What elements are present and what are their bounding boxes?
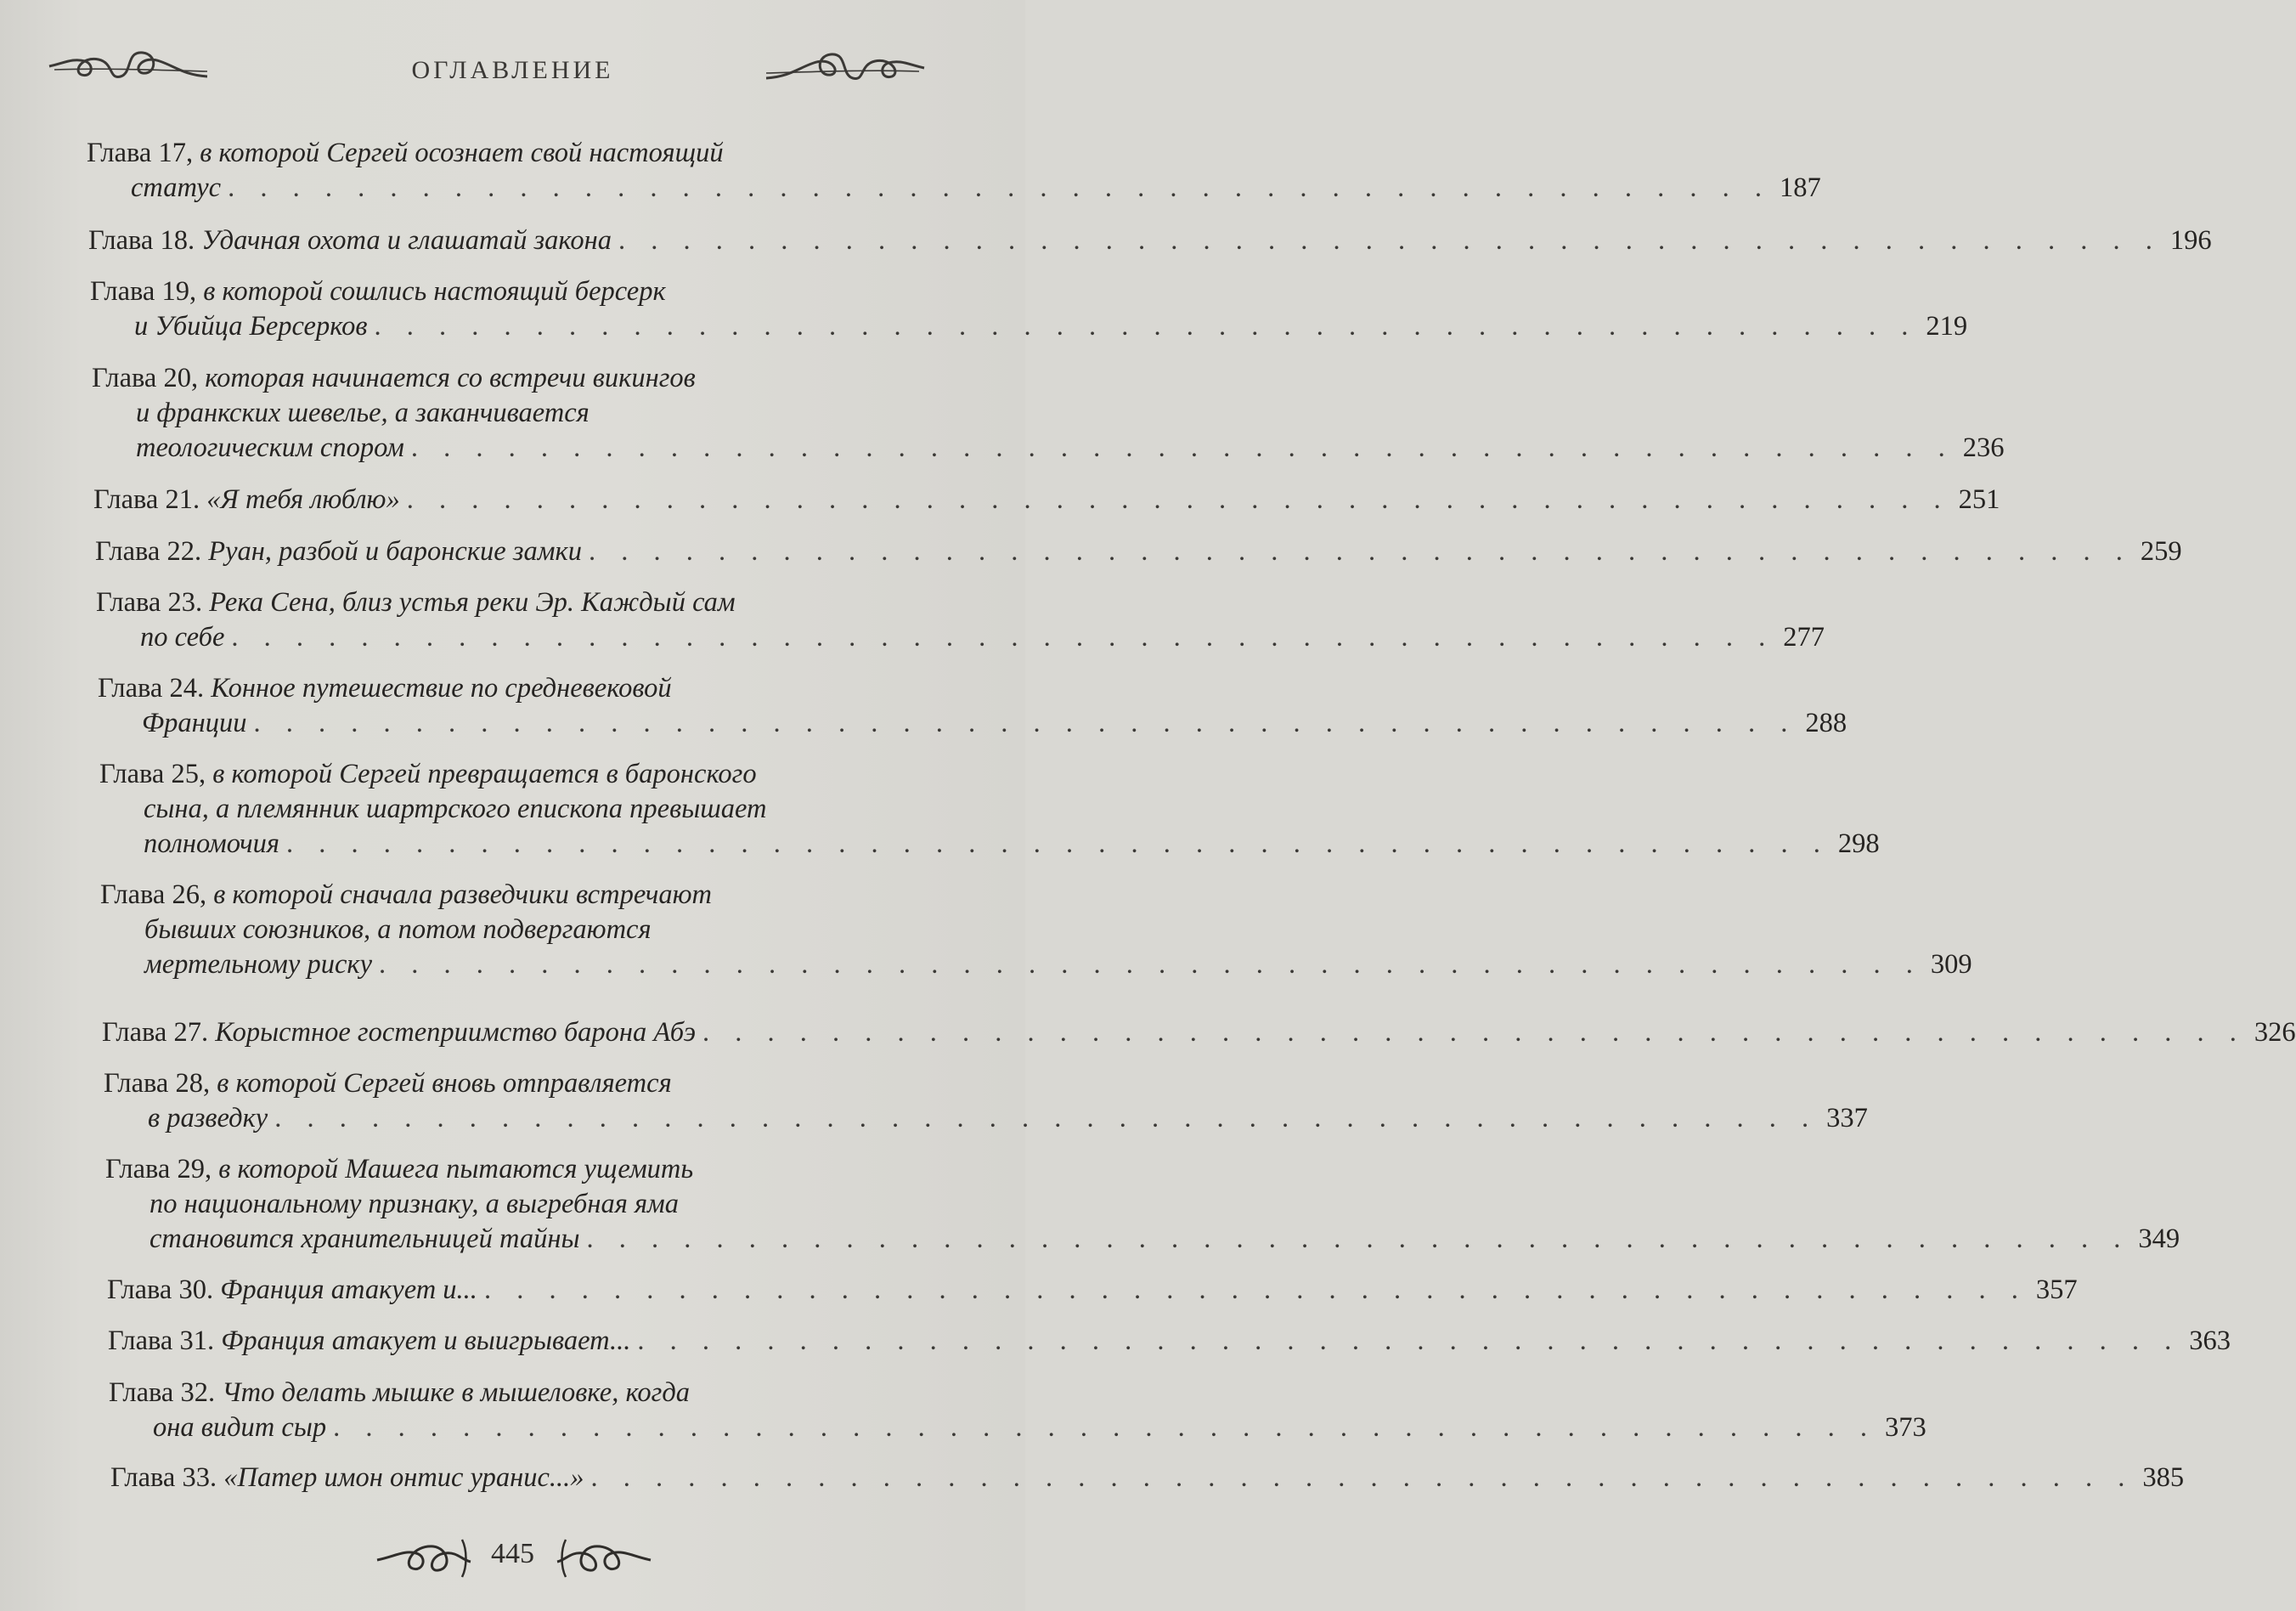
dot-leader: . . . . . . . . . . . . . . . . . . . . . . . . . . . . . . . . . . . . . . . . . . . . . . . . [333,1412,1876,1443]
dot-leader: . . . . . . . . . . . . . . . . . . . . . . . . . . . . . . . . . . . . . . . . . . . . . . . . [253,708,1797,738]
chapter-number: Глава 17, [87,138,194,168]
toc-line [100,947,1972,982]
chapter-title-line: в которой Сергей вновь отправляется [217,1068,672,1099]
dot-leader: . . . . . . . . . . . . . . . . . . . . . . . . . . . . . . . . . . . . . . . . . . . . . . . . [586,1224,2130,1254]
toc-line [98,671,894,706]
dot-leader: . . . . . . . . . . . . . . . . . . . . . . . . . . . . . . . . . . . . . . . . . . . . . . . . [274,1103,1819,1133]
toc-entry [95,534,2182,569]
toc-line [92,396,894,431]
chapter-title-line: мертельному риску [144,949,373,980]
chapter-title-line: в разведку [148,1103,268,1133]
chapter-number: Глава 32. [109,1377,216,1408]
chapter-number: Глава 30. [107,1275,214,1305]
chapter-number: Глава 29, [105,1154,212,1184]
chapter-number: Глава 25, [99,759,206,789]
dot-leader: . . . . . . . . . . . . . . . . . . . . . . . . . . . . . . . . . . . . . . . . . . . . . . . . [228,172,1771,203]
toc-line [87,171,1821,206]
dot-leader: . . . . . . . . . . . . . . . . . . . . . . . . . . . . . . . . . . . . . . . . . . . . . . . . [379,949,1922,980]
page-reference: 288 [1805,708,1848,738]
toc-entry [105,1152,2180,1257]
chapter-number: Глава 24. [98,673,205,704]
chapter-title-line: Франция атакует и... [220,1275,477,1305]
toc-entry [96,585,1825,655]
toc-line [108,1324,2231,1359]
toc-line [90,274,894,309]
toc-entry [88,223,2212,258]
chapter-title-line: Франция атакует и выигрывает... [221,1326,631,1356]
chapter-number: Глава 21. [93,484,200,515]
toc-line [99,757,894,792]
page-reference: 298 [1837,828,1880,859]
toc-line [104,1101,1868,1136]
chapter-title-line: Франции [142,708,247,738]
toc-entry [108,1324,2231,1359]
toc-entry [93,483,2000,517]
toc-line [109,1410,1926,1445]
chapter-title-line: которая начинается со встречи викингов [205,363,696,393]
running-header [0,44,1025,95]
chapter-title-line: сына, а племянник шартрского епископа превышает [144,794,767,824]
toc-line [109,1376,894,1410]
toc-entry [92,361,2005,466]
chapter-title-line: по национальному признаку, а выгребная яма [149,1189,680,1219]
chapter-title-line: в которой сначала разведчики встречают [213,879,712,910]
chapter-title-line: Удачная охота и глашатай закона [201,225,612,256]
chapter-title-line: бывших союзников, а потом подвергаются [144,914,652,945]
chapter-title-line: в которой Сергей осознает свой настоящий [200,138,724,168]
toc-line [105,1152,894,1187]
page-reference: 326 [2254,1017,2296,1048]
toc-entry [100,878,1972,982]
chapter-number: Глава 20, [92,363,199,393]
running-title: ОГЛАВЛЕНИЕ [411,56,614,84]
toc-line [92,361,894,396]
toc-line [110,1461,2185,1495]
dot-leader: . . . . . . . . . . . . . . . . . . . . . . . . . . . . . . . . . . . . . . . . . . . . . . . . [588,536,2132,567]
chapter-title-line: становится хранительницей тайны [149,1224,580,1254]
page-reference: 219 [1926,311,1968,342]
chapter-number: Глава 26, [100,879,207,910]
chapter-number: Глава 33. [110,1462,217,1493]
chapter-title-line: и Убийца Берсерков [134,311,368,342]
chapter-title-line: статус [131,172,222,203]
toc-line [96,585,894,620]
dot-leader: . . . . . . . . . . . . . . . . . . . . . . . . . . . . . . . . . . . . . . . . . . . . . . . . [406,484,1950,515]
chapter-number: Глава 27. [102,1017,209,1048]
toc-line [92,431,2005,466]
toc-entry [104,1066,1868,1136]
chapter-title-line: Что делать мышке в мышеловке, когда [222,1377,691,1408]
toc-entry [87,136,1821,206]
chapter-title-line: и франкских шевелье, а заканчивается [136,398,590,428]
toc-entry [90,274,1968,344]
toc-entry [107,1273,2078,1308]
chapter-title-line: Конное путешествие по средневековой [211,673,672,704]
chapter-title-line: в которой Сергей превращается в баронского [212,759,757,789]
chapter-number: Глава 31. [108,1326,215,1356]
page-reference: 337 [1826,1103,1868,1133]
toc-line [102,1015,2296,1050]
toc-line [95,534,2182,569]
toc-entry [99,757,1880,862]
dot-leader: . . . . . . . . . . . . . . . . . . . . . . . . . . . . . . . . . . . . . . . . . . . . . . . . [374,311,1918,342]
chapter-title-line: по себе [140,622,225,653]
dot-leader: . . . . . . . . . . . . . . . . . . . . . . . . . . . . . . . . . . . . . . . . . . . . . . . . [702,1017,2246,1048]
chapter-title-line: «Я тебя люблю» [206,484,400,515]
chapter-number: Глава 19, [90,276,197,307]
flourish-ornament-right [764,46,926,93]
page-reference: 196 [2169,225,2212,256]
page-reference: 349 [2138,1224,2180,1254]
page-reference: 277 [1783,622,1825,653]
toc-line [104,1066,894,1101]
toc-line [96,620,1825,655]
chapter-title-line: в которой сошлись настоящий берсерк [203,276,666,307]
dot-leader: . . . . . . . . . . . . . . . . . . . . . . . . . . . . . . . . . . . . . . . . . . . . . . . . [637,1326,2181,1356]
page-reference: 187 [1779,172,1821,203]
chapter-title-line: она видит сыр [153,1412,327,1443]
toc-line [105,1187,894,1222]
chapter-title-line: Корыстное гостеприимство барона Абэ [215,1017,697,1048]
chapter-number: Глава 23. [96,587,203,618]
page-reference: 385 [2142,1462,2185,1493]
page-reference: 251 [1958,484,2000,515]
page-reference: 373 [1884,1412,1926,1443]
toc-line [99,792,894,827]
dot-leader: . . . . . . . . . . . . . . . . . . . . . . . . . . . . . . . . . . . . . . . . . . . . . . . . [231,622,1775,653]
chapter-number: Глава 18. [88,225,195,256]
toc-line [87,136,894,171]
toc-line [88,223,2212,258]
toc-line [99,827,1880,862]
toc-entry [109,1376,1926,1445]
page-number: 445 [491,1538,534,1569]
chapter-title-line: Река Сена, близ устья реки Эр. Каждый сам [209,587,736,618]
dot-leader: . . . . . . . . . . . . . . . . . . . . . . . . . . . . . . . . . . . . . . . . . . . . . . . . [410,432,1955,463]
chapter-number: Глава 28, [104,1068,211,1099]
toc-entry [98,671,1848,741]
dot-leader: . . . . . . . . . . . . . . . . . . . . . . . . . . . . . . . . . . . . . . . . . . . . . . . . [483,1275,2028,1305]
page-reference: 309 [1930,949,1972,980]
chapter-title-line: в которой Машега пытаются ущемить [218,1154,694,1184]
chapter-title-line: теологическим спором [136,432,404,463]
dot-leader: . . . . . . . . . . . . . . . . . . . . . . . . . . . . . . . . . . . . . . . . . . . . . . . . [618,225,2162,256]
toc-entry [102,1015,2296,1050]
toc-line [100,913,894,947]
page-footer [0,1529,1025,1589]
chapter-title-line: «Патер имон онтис уранис...» [223,1462,584,1493]
toc-entry [110,1461,2185,1495]
toc-line [105,1222,2180,1257]
page-reference: 259 [2140,536,2182,567]
page-reference: 236 [1962,432,2005,463]
toc-line [93,483,2000,517]
dot-leader: . . . . . . . . . . . . . . . . . . . . . . . . . . . . . . . . . . . . . . . . . . . . . . . . [590,1462,2135,1493]
chapter-number: Глава 22. [95,536,202,567]
dot-leader: . . . . . . . . . . . . . . . . . . . . . . . . . . . . . . . . . . . . . . . . . . . . . . . . [286,828,1830,859]
toc-line [98,706,1848,741]
toc-line [90,309,1968,344]
page-reference: 363 [2189,1326,2231,1356]
page-reference: 357 [2035,1275,2078,1305]
chapter-title-line: полномочия [144,828,280,859]
toc-line [100,878,894,913]
toc-line [107,1273,2078,1308]
flourish-ornament-footer-right [554,1535,654,1580]
chapter-title-line: Руан, разбой и баронские замки [208,536,582,567]
